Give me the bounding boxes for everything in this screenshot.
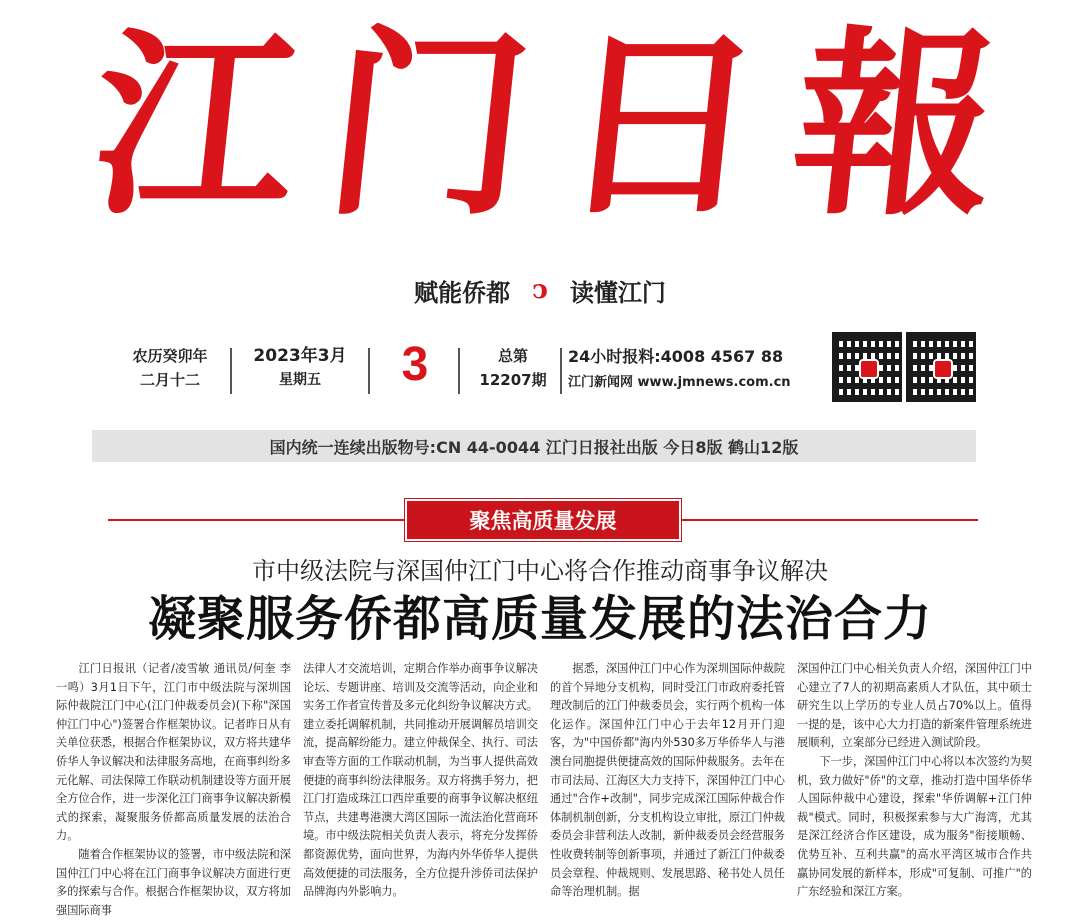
article-subhead: 市中级法院与深国仲江门中心将合作推动商事争议解决 xyxy=(252,557,828,585)
issue-label: 总第 xyxy=(497,347,528,365)
article-column-4 xyxy=(797,660,1032,921)
slogan xyxy=(0,270,1080,310)
hotline-block xyxy=(568,344,828,396)
lunar-year: 农历癸卯年 xyxy=(132,347,208,365)
website[interactable] xyxy=(568,370,828,396)
article-headline: 凝聚服务侨都高质量发展的法治合力 xyxy=(147,591,932,647)
date-month: 2023年3月 xyxy=(253,346,347,366)
paragraph: 下一步，深国仲江门中心将以本次签约为契机，致力做好"侨"的文章，推动打造中国华侨华人国际仲裁中心建设，探索"华侨调解+江门仲裁"模式。同时，积极探索参与大广海湾，尤其是深江经济合作区建设，成为服务"衔接顺畅、优势互补、互利共赢"的高水平湾区城市合作共赢协同发展的新样本，形成"可复制、可推广"的广东经验和深江方案。 xyxy=(797,754,1032,899)
issue-value: 12207期 xyxy=(479,371,547,389)
article-column-1 xyxy=(56,660,291,921)
paragraph: 随着合作框架协议的签署，市中级法院和深国仲江门中心将在江门商事争议解决方面进行更多的探索与合作。根据合作框架协议，双方将加强国际商事 xyxy=(56,847,291,917)
section-tag: 聚焦高质量发展 xyxy=(407,501,679,539)
slogan-mark-icon: ↄ xyxy=(532,275,548,305)
slogan-left: 赋能侨都 xyxy=(414,277,511,307)
title-char-4: 報 xyxy=(782,8,1008,243)
qr-code-icon[interactable] xyxy=(832,332,902,402)
day-number: 3 xyxy=(401,338,429,391)
gregorian-date xyxy=(240,344,360,392)
newspaper-title xyxy=(82,6,1007,246)
site-name: 江门新闻网 xyxy=(568,375,634,390)
article-column-3 xyxy=(550,660,785,921)
lunar-date xyxy=(118,344,222,392)
site-url[interactable]: www.jmnews.com.cn xyxy=(637,375,791,390)
paragraph: 据悉，深国仲江门中心作为深圳国际仲裁院的首个异地分支机构，同时受江门市政府委托管理改制后的江门仲裁委员会，实行两个机构一体化运作。深国仲江门中心于去年12月开门迎客，为"中国侨都"海内外530多万华侨华人与港澳台同胞提供便捷高效的国际仲裁服务。去年在市司法局、江海区大力支持下，深国仲江门中心通过"合作+改制"，同步完成深江国际仲裁合作体制机制创新，分支机构设立审批，原江门仲裁委员会非营利法人改制，新仲裁委员会经营服务性收费转制等创新事项，并通过了新江门仲裁委员会章程、仲裁规则、发展思路、秘书处人员任命等治理机制。据 xyxy=(550,662,785,899)
article-column-2 xyxy=(303,660,538,921)
registration-bar: 国内统一连续出版物号:CN 44-0044 江门日报社出版 今日8版 鹤山12版 xyxy=(92,430,976,462)
masthead xyxy=(0,0,1080,250)
paragraph: 江门日报讯（记者/凌雪敏 通讯员/何奎 李一鸣）3月1日下午，江门市中级法院与深圳国际仲裁院江门中心(江门仲裁委员会)(下称"深国仲江门中心")签署合作框架协议。记者昨日从有关单位获悉，根据合作框架协议，双方将共建华侨华人争议解决和法律服务高地，在商事纠纷多元化解、司法保障工作联动机制建设等方面开展全方位合作，进一步深化江门商事争议解决新模式的探索，凝聚服务侨都高质量发展的法治合力。 xyxy=(56,662,291,843)
qr-code-icon[interactable] xyxy=(906,332,976,402)
issue-info-bar xyxy=(110,340,980,410)
title-char-1: 江 xyxy=(82,8,308,243)
title-char-3: 日 xyxy=(549,8,775,243)
hotline: 24小时报料:4008 4567 88 xyxy=(568,347,784,366)
divider xyxy=(230,348,232,394)
paragraph: 法律人才交流培训，定期合作举办商事争议解决论坛、专题讲座、培训及交流等活动，向企业和实务工作者宣传普及多元化纠纷争议解决方式。建立委托调解机制，共同推动开展调解员培训交流，提高解纷能力。建立仲裁保全、执行、司法审查等方面的工作联动机制，为当事人提供高效便捷的商事纠纷法律服务。双方将携手努力，把江门打造成珠江口西岸重要的商事争议解决枢纽节点，共建粤港澳大湾区国际一流法治化营商环境。市中级法院相关负责人表示，将充分发挥侨都资源优势，面向世界，为海内外华侨华人提供高效便捷的司法服务，全方位提升涉侨司法保护品牌海内外影响力。 xyxy=(303,662,538,899)
paragraph: 深国仲江门中心相关负责人介绍，深国仲江门中心建立了7人的初期高素质人才队伍，其中硕士研究生以上学历的专业人员占70%以上。值得一提的是，该中心大力打造的新案件管理系统进展顺利，立案部分已经进入测试阶段。 xyxy=(797,662,1032,750)
divider xyxy=(368,348,370,394)
article-body xyxy=(56,660,1034,921)
divider xyxy=(458,348,460,394)
slogan-right: 读懂江门 xyxy=(569,277,666,307)
divider xyxy=(560,348,562,394)
lunar-day: 二月十二 xyxy=(139,371,200,389)
issue-number xyxy=(470,344,556,392)
weekday: 星期五 xyxy=(279,372,321,388)
title-char-2: 门 xyxy=(316,8,541,243)
